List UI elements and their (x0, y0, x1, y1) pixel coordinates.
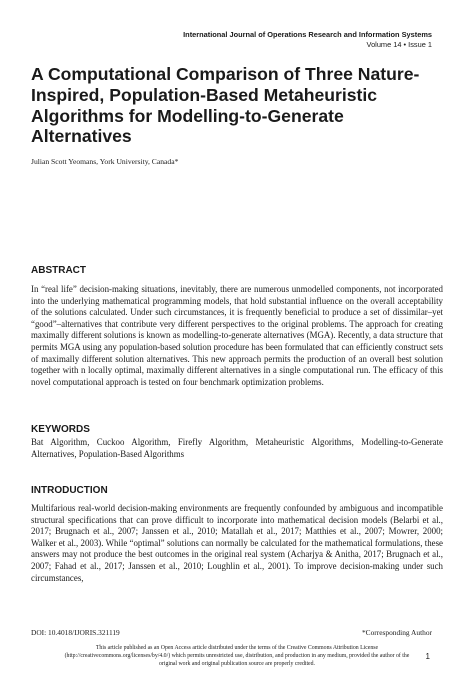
corresponding-author-note: *Corresponding Author (361, 628, 432, 637)
introduction-heading: INTRODUCTION (31, 485, 108, 496)
keywords-heading: KEYWORDS (31, 424, 90, 435)
license-note: This article published as an Open Access article distributed under the terms of the Creative Commons Attribution License (http://creativecommons.org/licenses/by/4.0/) which permits unrestricted use, distribution, and production in any medium, provided the author of the original work and original publication source are properly credited. (64, 645, 410, 667)
journal-header (183, 30, 432, 50)
keywords-text: Bat Algorithm, Cuckoo Algorithm, Firefly Algorithm, Metaheuristic Algorithms, Modelling-to-Generate Alternatives, Population-Based Algorithms (31, 437, 443, 459)
article-title: A Computational Comparison of Three Nature-Inspired, Population-Based Metaheuristic Algorithms for Modelling-to-Generate Alternatives (31, 64, 420, 147)
doi: DOI: 10.4018/IJORIS.321119 (31, 628, 120, 637)
journal-name: International Journal of Operations Research and Information Systems (183, 30, 432, 39)
abstract-heading: ABSTRACT (31, 265, 86, 276)
journal-volume: Volume 14 • Issue 1 (366, 40, 432, 49)
page-number: 1 (425, 652, 430, 661)
author-line: Julian Scott Yeomans, York University, Canada* (31, 157, 179, 166)
abstract-text: In “real life” decision-making situations, inevitably, there are numerous unmodelled components, not incorporated into the underlying mathematical programming models, that hold substantial influence on the overall acceptability of the solutions calculated. Under such circumstances, it is frequently beneficial to produce a set of dissimilar–yet “good”–alternatives that contribute very different perspectives to the original problems. The approach for creating maximally different solutions is known as modelling-to-generate alternatives (MGA). Recently, a data structure that permits MGA using any population-based solution procedure has been formulated that can efficiently construct sets of maximally different solution alternatives. This new approach permits the production of an overall best solution together with n locally optimal, maximally different alternatives in a single computational run. The efficacy of this novel computational approach is tested on four benchmark optimization problems. (31, 284, 443, 387)
introduction-text: Multifarious real-world decision-making environments are frequently confounded by ambiguous and incompatible structural specifications that can prove difficult to incorporate into mathematical decision models (Belarbi et al., 2017; Brugnach et al., 2007; Janssen et al., 2010; Matallah et al., 2017; Matthies et al., 2007; Mowrer, 2000; Walker et al., 2003). While “optimal” solutions can normally be calculated for the mathematical formulations, these answers may not produce the best outcomes in the original real system (Acharjya & Anitha, 2017; Brugnach et al., 2007; Fahad et al., 2017; Janssen et al., 2010; Loughlin et al., 2001). To improve decision-making under such circumstances, (31, 503, 443, 583)
